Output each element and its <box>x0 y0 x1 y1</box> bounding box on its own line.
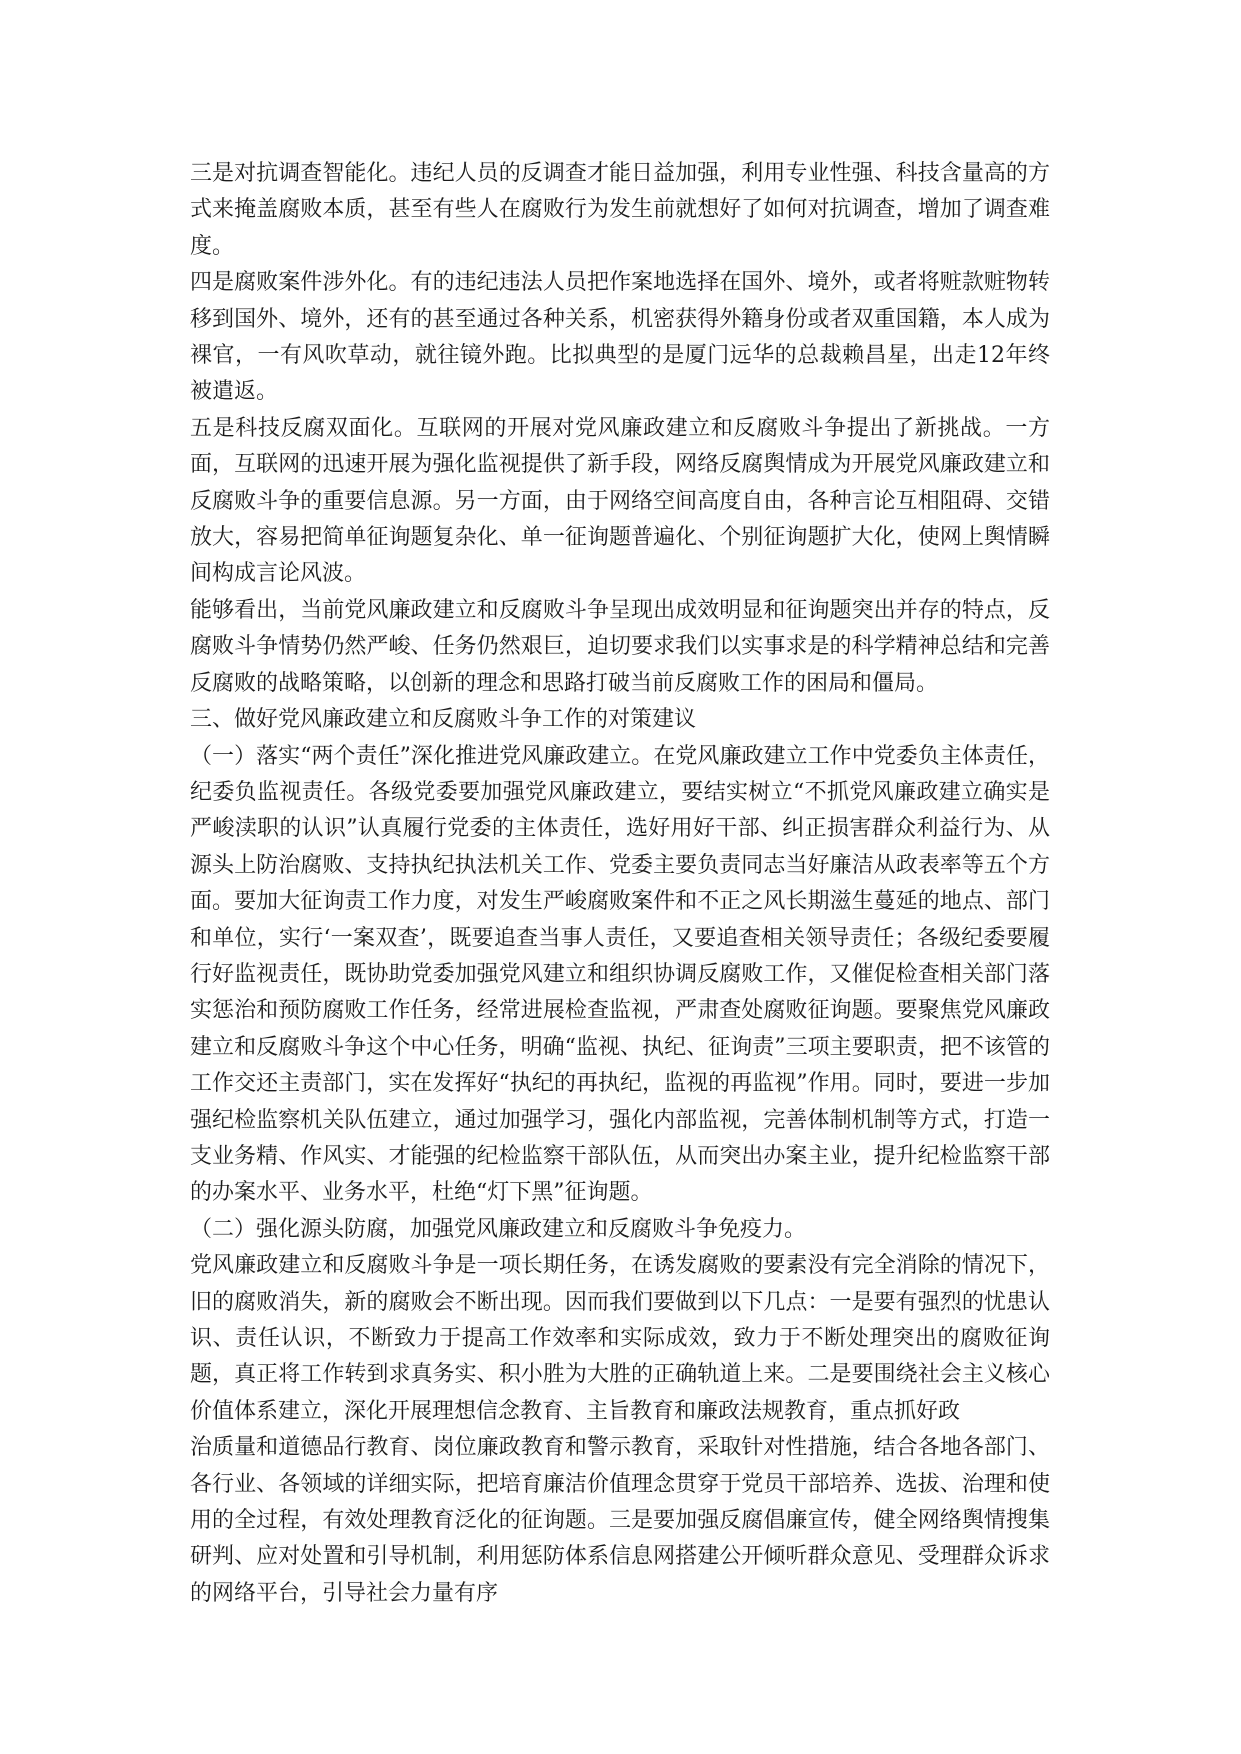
paragraph-two-responsibilities: （一）落实“两个责任”深化推进党风廉政建立。在党风廉政建立工作中党委负主体责任，纪委负监视责任。各级党委要加强党风廉政建立，要结实树立“不抓党风廉政建立确实是严峻渎职的认识”认真履行党委的主体责任，选好用好干部、纠正损害群众利益行为、从源头上防治腐败、支持执纪执法机关工作、党委主要负责同志当好廉洁从政表率等五个方面。要加大征询责工作力度，对发生严峻腐败案件和不正之风长期滋生蔓延的地点、部门和单位，实行‘一案双查’，既要追查当事人责任，又要追查相关领导责任；各级纪委要履行好监视责任，既协助党委加强党风建立和组织协调反腐败工作，又催促检查相关部门落实惩治和预防腐败工作任务，经常进展检查监视，严肃查处腐败征询题。要聚焦党风廉政建立和反腐败斗争这个中心任务，明确“监视、执纪、征询责”三项主要职责，把不该管的工作交还主责部门，实在发挥好“执纪的再执纪，监视的再监视”作用。同时，要进一步加强纪检监察机关队伍建立，通过加强学习，强化内部监视，完善体制机制等方式，打造一支业务精、作风实、才能强的纪检监察干部队伍，从而突出办案主业，提升纪检监察干部的办案水平、业务水平，杜绝“灯下黑”征询题。 <box>190 743 1050 1206</box>
paragraph-education-publicity: 治质量和道德品行教育、岗位廉政教育和警示教育，采取针对性措施，结合各地各部门、各行业、各领域的详细实际，把培育廉洁价值理念贯穿于党员干部培养、选拔、治理和使用的全过程，有效处理教育泛化的征询题。三是要加强反腐倡廉宣传，健全网络舆情搜集研判、应对处置和引导机制，利用惩防体系信息网搭建公开倾听群众意见、受理群众诉求的网络平台，引导社会力量有序 <box>190 1435 1050 1606</box>
paragraph-summary: 能够看出，当前党风廉政建立和反腐败斗争呈现出成效明显和征询题突出并存的特点，反腐败斗争情势仍然严峻、任务仍然艰巨，迫切要求我们以实事求是的科学精神总结和完善反腐败的战略策略，以创新的理念和思路打破当前反腐败工作的困局和僵局。 <box>190 597 1050 696</box>
paragraph-intelligent-counter-investigation: 三是对抗调查智能化。违纪人员的反调查才能日益加强，利用专业性强、科技含量高的方式来掩盖腐败本质，甚至有些人在腐败行为发生前就想好了如何对抗调查，增加了调查难度。 <box>190 161 1050 259</box>
paragraph-foreign-corruption: 四是腐败案件涉外化。有的违纪违法人员把作案地选择在国外、境外，或者将赃款赃物转移到国外、境外，还有的甚至通过各种关系，机密获得外籍身份或者双重国籍，本人成为裸官，一有风吹草动，就往镜外跑。比拟典型的是厦门远华的总裁赖昌星，出走12年终被遣返。 <box>190 270 1050 405</box>
section-heading-three: 三、做好党风廉政建立和反腐败斗争工作的对策建议 <box>190 707 697 733</box>
paragraph-long-term-task: 党风廉政建立和反腐败斗争是一项长期任务，在诱发腐败的要素没有完全消除的情况下，旧的腐败消失，新的腐败会不断出现。因而我们要做到以下几点：一是要有强烈的忧患认识、责任认识，不断致力于提高工作效率和实际成效，致力于不断处理突出的腐败征询题，真正将工作转到求真务实、积小胜为大胜的正确轨道上来。二是要围绕社会主义核心价值体系建立，深化开展理想信念教育、主旨教育和廉政法规教育，重点抓好政 <box>190 1253 1050 1424</box>
paragraph-tech-anti-corruption: 五是科技反腐双面化。互联网的开展对党风廉政建立和反腐败斗争提出了新挑战。一方面，互联网的迅速开展为强化监视提供了新手段，网络反腐舆情成为开展党风廉政建立和反腐败斗争的重要信息源。另一方面，由于网络空间高度自由，各种言论互相阻碍、交错放大，容易把简单征询题复杂化、单一征询题普遍化、个别征询题扩大化，使网上舆情瞬间构成言论风波。 <box>190 415 1050 587</box>
subheading-source-prevention: （二）强化源头防腐，加强党风廉政建立和反腐败斗争免疫力。 <box>190 1216 807 1242</box>
body-text <box>190 156 1050 1612</box>
